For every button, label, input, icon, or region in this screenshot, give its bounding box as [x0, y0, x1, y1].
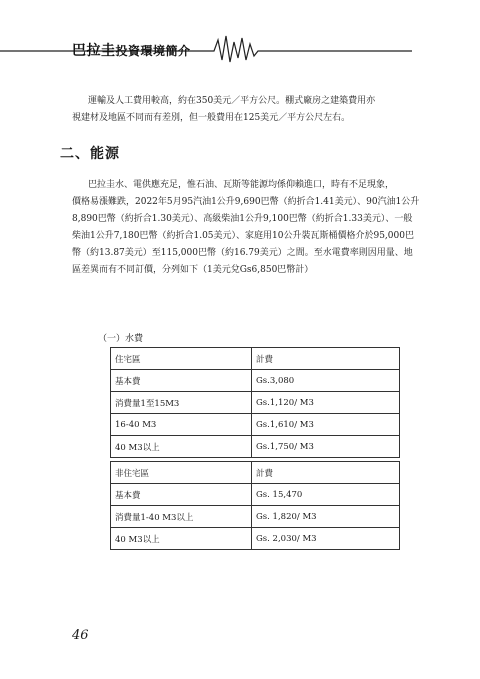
paragraph2-line: 區差異而有不同訂價，分列如下（1美元兌Gs6,850巴幣計） — [72, 265, 314, 275]
table-row — [111, 414, 400, 436]
table-header-cell: 計費 — [252, 348, 400, 370]
paragraph2-line: 柴油1公升7,180巴幣（約折合1.05美元）、家庭用10公升裝瓦斯桶價格介於95,000巴 — [72, 231, 414, 241]
paragraph2-line: 巴拉圭水、電供應充足，惟石油、瓦斯等能源均係仰賴進口，時有不足現象， — [88, 180, 395, 190]
table-cell: Gs. 1,820/ M3 — [252, 506, 400, 528]
table-cell: 消費量1-40 M3以上 — [111, 506, 252, 528]
table-cell: Gs.3,080 — [252, 370, 400, 392]
paragraph-construction-cost — [72, 93, 428, 127]
table-row — [111, 506, 400, 528]
table-row — [111, 392, 400, 414]
subsection-water-fee: （一）水費 — [98, 334, 144, 344]
table-row — [111, 436, 400, 458]
header-title — [72, 40, 191, 60]
table-row — [111, 484, 400, 506]
table-nonresidential-water-fee — [110, 461, 400, 550]
table-header-cell: 住宅區 — [111, 348, 252, 370]
table-header-row — [111, 348, 400, 370]
table-cell: Gs.1,750/ M3 — [252, 436, 400, 458]
table-cell: 消費量1至15M3 — [111, 392, 252, 414]
table-cell: 40 M3以上 — [111, 436, 252, 458]
table-cell: Gs.1,120/ M3 — [252, 392, 400, 414]
paragraph2-line: 價格易漲難跌，2022年5月95汽油1公升9,690巴幣（約折合1.41美元）、90汽油1公升 — [72, 197, 420, 207]
page-header — [0, 0, 480, 70]
paragraph1-line2: 視建材及地區不同而有差別，但一般費用在125美元／平方公尺左右。 — [72, 113, 351, 123]
table-header-cell: 非住宅區 — [111, 462, 252, 484]
paragraph2-line: 幣（約13.87美元）至115,000巴幣（約16.79美元）之間。至水電費率則因用量、地 — [72, 248, 413, 258]
table-cell: 基本費 — [111, 370, 252, 392]
table-cell: Gs. 15,470 — [252, 484, 400, 506]
page-number: 46 — [72, 628, 89, 643]
table-residential-water-fee — [110, 347, 400, 458]
table-cell: Gs. 2,030/ M3 — [252, 528, 400, 550]
table-header-cell: 計費 — [252, 462, 400, 484]
table-cell: 40 M3以上 — [111, 528, 252, 550]
header-title-sub: 投資環境簡介 — [115, 44, 191, 58]
table-cell: Gs.1,610/ M3 — [252, 414, 400, 436]
table-cell: 16-40 M3 — [111, 414, 252, 436]
header-title-main: 巴拉圭 — [72, 43, 116, 59]
table-row — [111, 528, 400, 550]
paragraph1-line1: 運輸及人工費用較高，約在350美元／平方公尺。棚式廠房之建築費用亦 — [88, 96, 376, 106]
table-header-row — [111, 462, 400, 484]
paragraph-energy — [72, 177, 428, 279]
section-title: 二、能源 — [60, 146, 120, 162]
table-row — [111, 370, 400, 392]
paragraph2-line: 8,890巴幣（約折合1.30美元）、高級柴油1公升9,100巴幣（約折合1.33美元）、一般 — [72, 214, 413, 224]
table-cell: 基本費 — [111, 484, 252, 506]
